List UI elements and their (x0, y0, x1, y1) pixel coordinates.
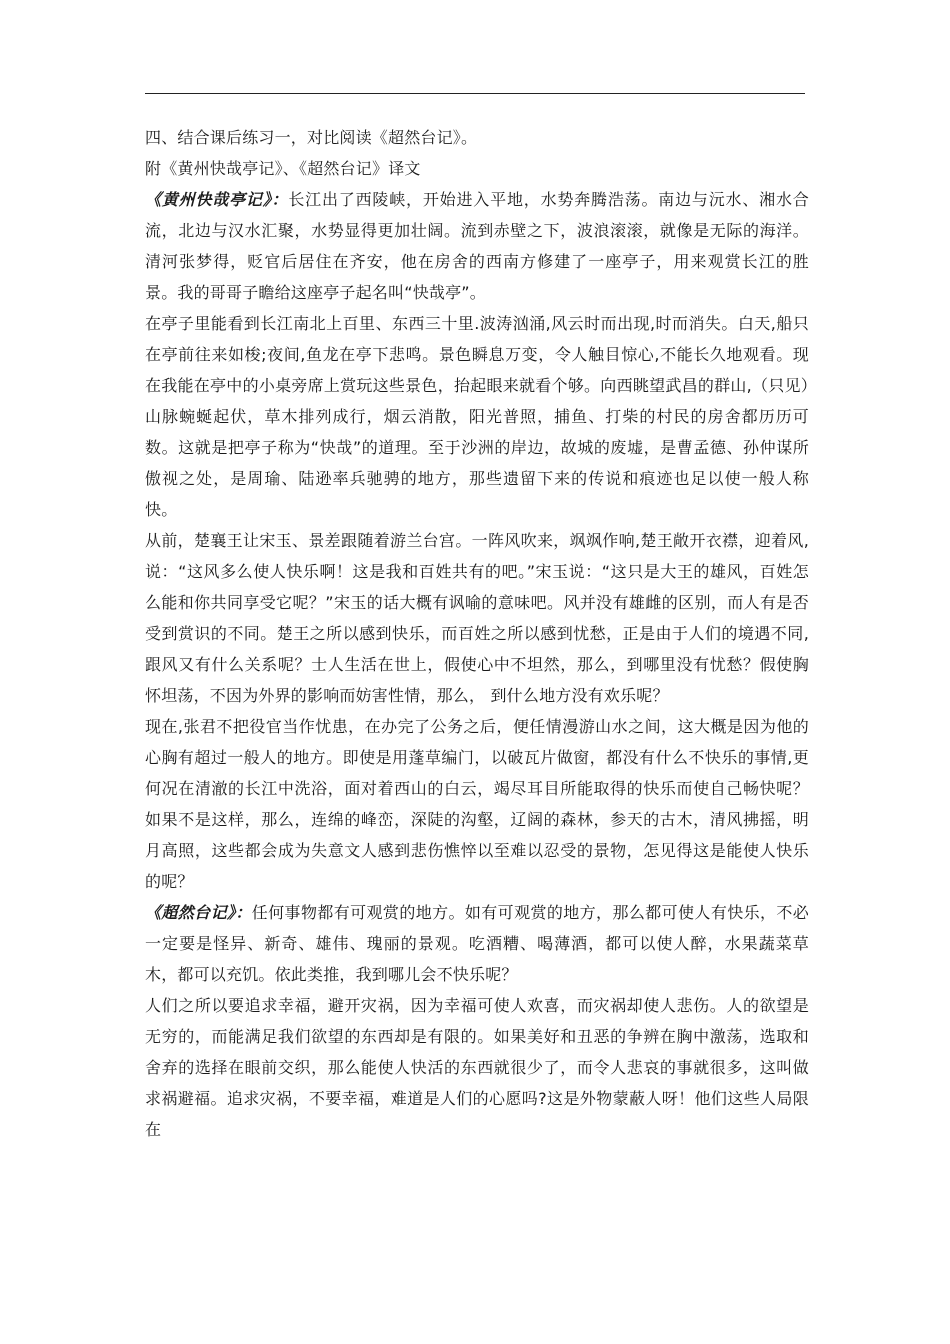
document-body (145, 122, 809, 1145)
paragraph-5 (145, 897, 809, 990)
paragraph-3 (145, 525, 809, 711)
paragraph-6-text: 人们之所以要追求幸福，避开灾祸，因为幸福可使人欢喜，而灾祸却使人悲伤。人的欲望是无穷的，而能满足我们欲望的东西却是有限的。如果美好和丑恶的争辨在胸中激荡，选取和舍弃的选择在眼前交织，那么能使人快活的东西就很少了，而令人悲哀的事就很多，这叫做求祸避福。追求灾祸，不要幸福，难道是人们的心愿吗?这是外物蒙蔽人呀！他们这些人局限在 (145, 996, 809, 1139)
paragraph-3-text: 从前，楚襄王让宋玉、景差跟随着游兰台宫。一阵风吹来，飒飒作响,楚王敞开衣襟，迎着风,说：“这风多么使人快乐啊！这是我和百姓共有的吧。”宋玉说：“这只是大王的雄风，百姓怎么能和你共同享受它呢？”宋玉的话大概有讽喻的意味吧。风并没有雄雌的区别，而人有是否受到赏识的不同。楚王之所以感到快乐，而百姓之所以感到忧愁，正是由于人们的境遇不同,跟风又有什么关系呢？士人生活在世上，假使心中不坦然，那么，到哪里没有忧愁？假使胸怀坦荡，不因为外界的影响而妨害性情，那么， 到什么地方没有欢乐呢？ (145, 531, 809, 705)
paragraph-4 (145, 711, 809, 897)
paragraph-5-label: 《超然台记》： (145, 903, 252, 922)
paragraph-2-text: 在亭子里能看到长江南北上百里、东西三十里.波涛汹涌,风云时而出现,时而消失。白天,船只在亭前往来如梭;夜间,鱼龙在亭下悲鸣。景色瞬息万变，令人触目惊心,不能长久地观看。现在我能在亭中的小桌旁席上赏玩这些景色，抬起眼来就看个够。向西眺望武昌的群山,（只见）山脉蜿蜒起伏，草木排列成行，烟云消散，阳光普照，捕鱼、打柴的村民的房舍都历历可数。这就是把亭子称为“快哉”的道理。至于沙洲的岸边，故城的废墟，是曹孟德、孙仲谋所傲视之处，是周瑜、陆逊率兵驰骋的地方，那些遗留下来的传说和痕迹也足以使一般人称快。 (145, 314, 809, 519)
paragraph-2 (145, 308, 809, 525)
paragraph-6 (145, 990, 809, 1145)
header-rule (145, 93, 805, 94)
section-heading: 四、结合课后练习一，对比阅读《超然台记》。 (145, 128, 478, 147)
paragraph-1-text: 长江出了西陵峡，开始进入平地，水势奔腾浩荡。南边与沅水、湘水合流，北边与汉水汇聚，水势显得更加壮阔。流到赤壁之下，波浪滚滚，就像是无际的海洋。清河张梦得，贬官后居住在齐安，他在房舍的西南方修建了一座亭子，用来观赏长江的胜景。我的哥哥子瞻给这座亭子起名叫“快哉亭”。 (145, 190, 809, 302)
paragraph-1-label: 《黄州快哉亭记》： (145, 190, 289, 209)
paragraph-5-text: 任何事物都有可观赏的地方。如有可观赏的地方，那么都可使人有快乐，不必一定要是怪异、新奇、雄伟、瑰丽的景观。吃酒糟、喝薄酒，都可以使人醉，水果蔬菜草木，都可以充饥。依此类推，我到哪儿会不快乐呢？ (145, 903, 809, 984)
translation-subheading: 附《黄州快哉亭记》、《超然台记》译文 (145, 159, 421, 178)
paragraph-4-text: 现在,张君不把役官当作忧患，在办完了公务之后，便任情漫游山水之间，这大概是因为他的心胸有超过一般人的地方。即使是用蓬草编门，以破瓦片做窗，都没有什么不快乐的事情,更何况在清澈的长江中洗浴，面对着西山的白云，竭尽耳目所能取得的快乐而使自己畅快呢？如果不是这样，那么，连绵的峰峦，深陡的沟壑，辽阔的森林，参天的古木，清风拂摇，明月高照，这些都会成为失意文人感到悲伤憔悴以至难以忍受的景物，怎见得这是能使人快乐的呢？ (145, 717, 809, 891)
paragraph-1 (145, 184, 809, 308)
